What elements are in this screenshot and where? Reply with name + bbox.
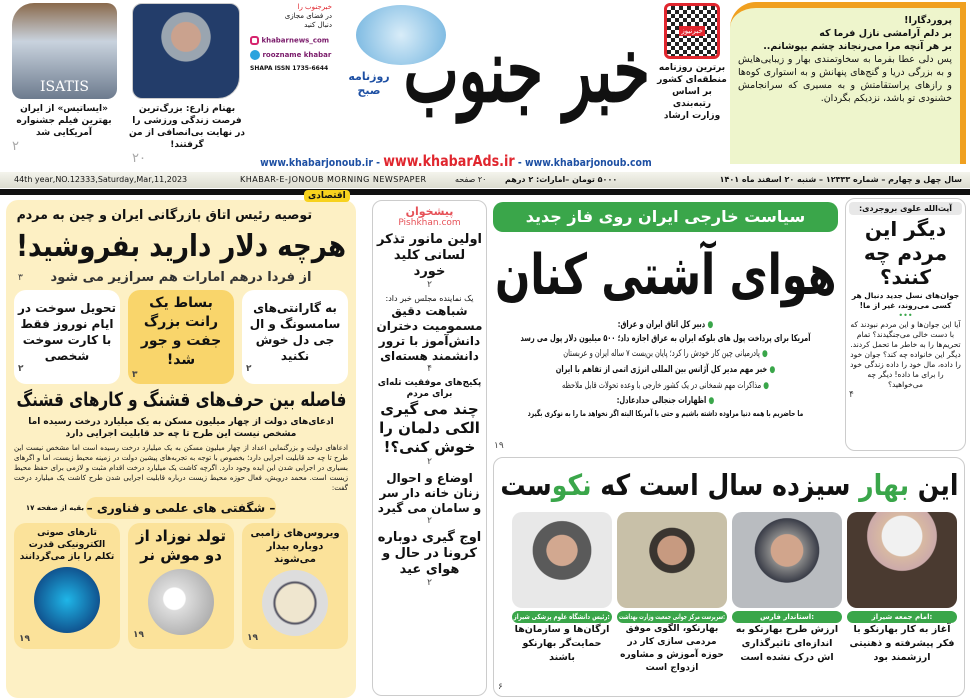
- headline-part-green: بهار: [858, 468, 909, 502]
- story-headline-text: فاصله بین حرف‌های قشنگ و کارهای قشنگ: [16, 389, 346, 411]
- page-number: ۴: [427, 364, 432, 374]
- bullet-lead: ● دبیر کل اتاق ایران و عراق:: [493, 318, 838, 332]
- item-text: اوج گیری دوباره کرونا در حال و هوای عید: [377, 530, 482, 577]
- continued-label: بقیه از صفحه ۱۷: [25, 504, 84, 512]
- economy-sub-row: [14, 269, 348, 287]
- economy-kicker: [14, 207, 314, 225]
- item-text: شباهت دقیق مسمومیت دختران دانش‌آموز با ترور دانشمند هسته‌ای: [376, 304, 483, 363]
- economy-section: [6, 200, 356, 698]
- slogan-line: وزارت ارشاد: [663, 111, 721, 121]
- story-headline: دیگر این مردم چه کنند؟: [863, 217, 948, 289]
- instagram-icon: [250, 36, 259, 45]
- person-title-text: سرپرست مرکز جوانی جمعیت وزارت بهداشت:: [619, 613, 725, 621]
- economy-sub: از فردا درهم امارات هم سرازیر می شود: [50, 270, 312, 285]
- science-cards: [14, 523, 348, 649]
- bullet-item[interactable]: ● پادرمیانی چین کار خودش را کرد؛ پایان بن‌بست ۷ ساله ایران و عربستان: [493, 346, 838, 362]
- item-text: ویروس‌های زامبی دوباره بیدار می‌شوند: [250, 528, 340, 565]
- page-number: ۱۹: [494, 441, 504, 451]
- story-caption: «ایساتیس» از ایران بهترین فیلم جشنواره آمریکایی شد: [16, 104, 112, 138]
- person-card[interactable]: [617, 512, 727, 675]
- social-box: [250, 3, 332, 73]
- section-tag: اقتصادی: [304, 190, 350, 202]
- bullet-item[interactable]: ما حاضریم با همه دنیا مراوده داشته باشیم و حتی با آمریکا البته اگر نخواهد ما را به نوکری بگیرد: [527, 409, 804, 418]
- box-text: به گارانتی‌های سامسونگ و ال جی دل خوش نکنید: [249, 301, 341, 363]
- news-item[interactable]: [376, 294, 483, 374]
- poem-line: پروردگارا!: [904, 15, 952, 26]
- poem-line: بر هر آنچه مرا می‌رنجاند چشم بپوشانم..: [763, 41, 952, 52]
- url-line-inner: www.khabarjonoub.ir - www.khabarAds.ir - www.khabarjonoub.com: [260, 152, 652, 170]
- story-subhead: ادعای‌های دولت از چهار میلیون مسکن به یک میلیارد درخت رسیده اما مشخص نیست این طرح تا چه حد قابلیت اجرایی دارد: [28, 417, 334, 439]
- soundwave-image: [34, 567, 100, 633]
- right-column-story[interactable]: [845, 198, 966, 451]
- page-count: ۲۰ صفحه: [455, 175, 487, 184]
- news-item[interactable]: [376, 471, 483, 526]
- slogan-line: منطقه‌ای کشور: [657, 75, 727, 85]
- story-lead: آیت‌الله علوی بروجردی:: [849, 202, 962, 215]
- story-behnam-zare[interactable]: [128, 3, 246, 171]
- person-card[interactable]: [512, 512, 612, 665]
- social-intro: دنبال کنید: [304, 21, 332, 29]
- watermark-text: پیشخوان: [405, 205, 454, 218]
- info-bar: [0, 172, 970, 188]
- persian-date-value: سال چهل و چهارم – شماره ۱۲۳۳۳ – شنبه ۲۰ اسفند ماه ۱۴۰۱: [719, 175, 962, 184]
- poem-text: پس دلی عطا بفرما به سخاوتمندی بهار و زیبایی‌هایش و به بزرگی دریا و گنج‌های پنهانش و به استواری کوه‌ها و رازهای پراستقامتش و به مسیری که سرانجامش خشنودی تو باشد، نزدیکم بگردان.: [738, 54, 952, 104]
- page-number: ۶: [498, 682, 503, 692]
- person-card[interactable]: [847, 512, 957, 665]
- social-intro: خبرجنوب را: [297, 3, 332, 11]
- item-text: اوضاع و احوال زنان خانه دار سر و سامان می گیرد: [377, 471, 482, 515]
- economy-box[interactable]: [242, 290, 348, 384]
- person-photo: [732, 512, 842, 608]
- page-number: ۲: [18, 364, 24, 374]
- person-photo: [847, 512, 957, 608]
- virus-image: [262, 570, 328, 636]
- story-headline[interactable]: [14, 387, 348, 413]
- main-headline[interactable]: [493, 236, 838, 316]
- person-title: [732, 611, 842, 623]
- item-lead: پکیج‌های موفقیت تله‌ای برای مردم: [377, 378, 482, 399]
- poem-box: [730, 2, 966, 164]
- telegram-handle: roozname khabar: [262, 50, 332, 59]
- page-number: ۳: [18, 273, 23, 283]
- person-title: [512, 611, 612, 623]
- headline-part: ست: [499, 468, 552, 502]
- url-link[interactable]: www.khabarjonoub.ir: [260, 156, 374, 169]
- slogan: [656, 62, 728, 122]
- person-title-text: امام جمعه شیراز:: [871, 613, 933, 621]
- poster-title: ISATIS: [40, 79, 89, 95]
- mid-column: [372, 200, 487, 696]
- story-caption: بهنام زارع: بزرگ‌ترین فرصت زندگی ورزشی را در نهایت بی‌انصافی از من گرفتند!: [128, 104, 246, 150]
- page-number: ۴: [849, 390, 854, 400]
- bullet-item[interactable]: آمریکا برای پرداخت پول های بلوکه ایران به عراق اجازه داد؛ ۵۰۰ میلیون دلار پول می رسد: [520, 334, 811, 344]
- news-item[interactable]: [376, 232, 483, 290]
- economy-box-highlight[interactable]: [128, 290, 234, 384]
- page-number: ۲: [427, 457, 432, 467]
- english-date: 44th year,NO.12333,Saturday,Mar,11,2023: [14, 175, 188, 184]
- story-sub: جوان‌های نسل جدید دنبال هر کسی می‌روند، غیر از ما!: [851, 291, 960, 310]
- headline-inner: [500, 463, 958, 507]
- social-intro: در فضای مجازی: [284, 12, 332, 20]
- person-quote: ارگان‌ها و سازمان‌ها حمایت‌گر بهارنکو باشند: [514, 624, 610, 663]
- science-item[interactable]: [242, 523, 348, 649]
- slogan-line: برترین روزنامه: [658, 63, 726, 73]
- person-quote: بهارنکو، الگوی موفق مردمی سازی کار در حوزه آموزش و مشاوره ازدواج است: [620, 624, 724, 673]
- page-number: ۱۹: [247, 633, 258, 643]
- page-number: ۲۰: [132, 151, 146, 166]
- main-bullets: [493, 318, 838, 420]
- slogan-line: رتبه‌بندی: [672, 99, 712, 109]
- item-text: اولین مانور تذکر لسانی کلید خورد: [377, 232, 482, 279]
- issn: SHAPA ISSN 1735-6644: [250, 64, 329, 72]
- headline-part: سیزده سال است که: [591, 468, 859, 502]
- logo[interactable]: [336, 0, 656, 148]
- page-number: ۲: [427, 578, 432, 588]
- qr-code[interactable]: [664, 3, 720, 59]
- page-number: ۱۹: [19, 634, 30, 644]
- english-name: KHABAR-E-JONOUB MORNING NEWSPAPER: [240, 175, 427, 184]
- person-title: [617, 611, 727, 623]
- news-item[interactable]: [376, 530, 483, 588]
- person-quote: ارزش طرح بهارنکو به اندازه‌ای تاثیرگذاری اش درک نشده است: [735, 624, 839, 663]
- bullet-lead: ● اظهارات جنجالی حدادعادل:: [493, 394, 838, 408]
- science-title-text: شگفتی های علمی و فناوری: [96, 501, 266, 515]
- page-number: ۲: [427, 516, 432, 526]
- url-link[interactable]: www.khabarjonoub.com: [525, 156, 652, 169]
- price: ۵۰۰۰ تومان –امارات: ۲ درهم: [505, 175, 618, 184]
- economy-headline-text: هرچه دلار دارید بفروشید!: [16, 229, 346, 264]
- person-title-text: استاندار فارس:: [759, 613, 815, 621]
- portrait-image: [132, 3, 240, 99]
- logo-subtitle: روزنامه صبح: [348, 70, 390, 97]
- economy-headline[interactable]: [14, 228, 348, 266]
- story-body: ادعاهای دولت و بزرگنمایی اعداد از چهار میلیون مسکن به یک میلیارد درخت رسیده است اما مشخص نیست این طرح تا چه حد قابلیت اجرایی دارد؛ بخصوص با توجه به تجربه‌های پیشین دولت در زمینه محیط زیست، اما و اگرهای بسیاری در اجرایی شدن این ایده وجود دارد. اگرچه کاشت یک میلیارد درخت اقدام مثبت و لازمی برای حفظ محیط زیست است. محمد درویش، فعال حوزه محیط زیست درباره قابلیت اجرایی شدن طرح کاشت یک میلیارد درخت گفت:: [14, 444, 348, 492]
- person-photo: [512, 512, 612, 608]
- mice-image: [148, 569, 214, 635]
- url-line: [258, 153, 654, 171]
- page-number: ۲: [246, 364, 252, 374]
- person-photo: [617, 512, 727, 608]
- url-link-ads[interactable]: www.khabarAds.ir: [383, 152, 515, 170]
- isatis-poster-image: [12, 3, 117, 99]
- separator-dots: •••: [898, 311, 913, 320]
- telegram-icon: [250, 50, 260, 60]
- item-text: تولد نوزاد از دو موش نر: [135, 527, 227, 564]
- story-isatis[interactable]: [8, 3, 120, 171]
- baharnekoo-headline[interactable]: [498, 463, 960, 507]
- headline-part-green: نکو: [551, 468, 592, 502]
- story-body: آیا این جوان‌ها و این مردم نبودند که با دست خالی می‌جنگیدند؟ تمام تحریم‌ها را به خاطر ما تحمل کردند. دیگر این خانواده چه کند؟ جوان خود را داده، مال خود را داده زندگی خود را برای ما داده! دیگر چه می‌خواهید؟: [850, 320, 961, 389]
- qr-label: خبرنیوز: [681, 27, 703, 35]
- watermark: [376, 205, 483, 229]
- science-title: – شگفتی های علمی و فناوری –: [86, 497, 276, 519]
- instagram-link[interactable]: [250, 36, 332, 46]
- box-text: تحویل سوخت در ایام نوروز فقط با کارت سوخت شخصی: [18, 301, 116, 363]
- person-title-text: رئیس دانشگاه علوم پزشکی شیراز:: [513, 613, 611, 621]
- science-item[interactable]: [14, 523, 120, 649]
- economy-boxes: [14, 290, 348, 384]
- box-text: بساط یک رانت بزرگ جفت و جور شد!: [140, 295, 222, 368]
- item-text: تارهای صوتی الکترونیکی قدرت تکلم را باز می‌گردانند: [19, 528, 115, 562]
- economy-box[interactable]: [14, 290, 120, 384]
- slogan-line: بر اساس: [672, 87, 712, 97]
- divider: [0, 189, 970, 195]
- item-text: چند می گیری الکی دلمان را خوش کنی؟!: [379, 400, 480, 456]
- logo-text: [402, 10, 652, 130]
- page-number: ۲: [427, 280, 432, 290]
- instagram-handle: khabarnews_com: [261, 36, 330, 45]
- page-number: ۱۹: [133, 630, 144, 640]
- poem-line: بر دلم آرامشی نازل فرما که: [819, 28, 952, 39]
- headline-part: این: [908, 468, 959, 502]
- person-title: [847, 611, 957, 623]
- telegram-link[interactable]: [250, 50, 332, 60]
- news-item[interactable]: [376, 378, 483, 467]
- page-number: ۳: [132, 370, 138, 380]
- page-number: ۲: [12, 139, 19, 154]
- main-headline-text: هوای آشتی کنان: [494, 243, 837, 308]
- persian-date: [667, 172, 962, 188]
- person-quote: آغاز به کار بهارنکو با فکر پیشرفته و ذهنیتی ارزشمند بود: [849, 624, 955, 663]
- bullet-item[interactable]: ● مذاکرات مهم شمخانی در یک کشور خارجی با وعده تحولات قابل ملاحظه: [493, 378, 838, 394]
- economy-kicker-text: توصیه رئیس اتاق بازرگانی ایران و چین به مردم: [16, 208, 312, 223]
- logo-text-value: خبر جنوب: [403, 18, 651, 122]
- watermark-url: Pishkhan.com: [398, 218, 461, 228]
- main-kicker-text: سیاست خارجی ایران روی فاز جدید: [525, 207, 806, 226]
- person-card[interactable]: [732, 512, 842, 665]
- science-header-row: [14, 496, 348, 520]
- bullet-item[interactable]: ● خبر مهم مدیر کل آژانس بین المللی انرژی اتمی از تفاهم با ایران: [493, 362, 838, 378]
- science-item[interactable]: [128, 523, 234, 649]
- item-lead: یک نماینده مجلس خبر داد:: [385, 294, 474, 303]
- main-kicker: [493, 202, 838, 232]
